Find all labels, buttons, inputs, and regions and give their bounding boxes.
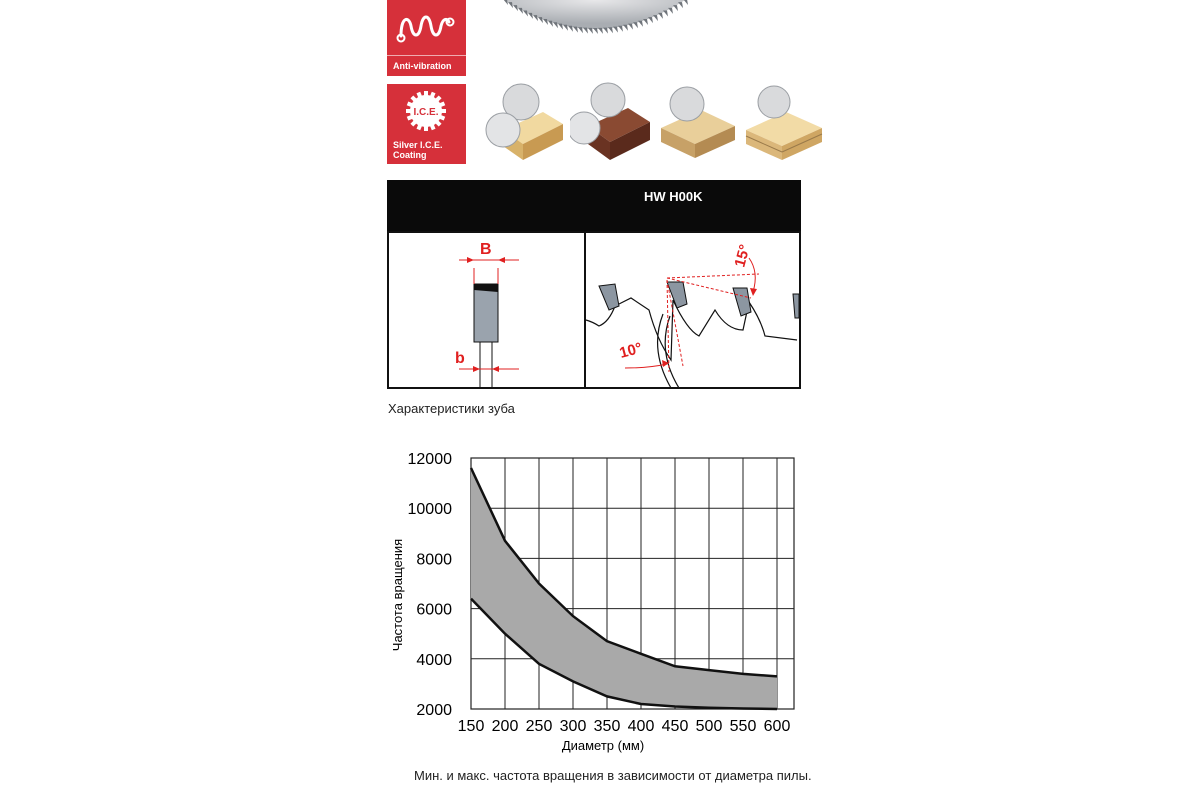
angle-top-label: 15°	[731, 242, 754, 270]
x-tick-label: 550	[729, 718, 757, 735]
x-tick-label: 200	[491, 718, 519, 735]
anti-vibration-icon	[395, 10, 455, 44]
ice-coating-badge	[387, 84, 466, 164]
ice-coating-icon	[404, 89, 448, 133]
material-laminate-image	[742, 80, 824, 164]
material-hardwood-image	[570, 80, 652, 164]
chart-caption: Мин. и макс. частота вращения в зависимости от диаметра пилы.	[414, 768, 812, 783]
tooth-caption: Характеристики зуба	[388, 401, 515, 416]
y-tick-label: 10000	[407, 501, 452, 519]
x-tick-label: 150	[457, 718, 485, 735]
tooth-width-label: B	[480, 241, 492, 258]
ice-coating-label: Silver I.C.E. Coating	[393, 140, 443, 160]
y-tick-label: 8000	[416, 551, 452, 569]
tooth-type-label: HW H00K	[644, 189, 703, 204]
body-thickness-label: b	[455, 350, 465, 367]
x-axis-label: Диаметр (мм)	[561, 738, 645, 753]
x-tick-label: 450	[661, 718, 689, 735]
tooth-geometry-panel	[387, 180, 801, 389]
x-tick-label: 600	[763, 718, 791, 735]
y-tick-label: 6000	[416, 601, 452, 619]
y-tick-label: 12000	[407, 451, 452, 468]
ice-logo-text: I.C.E.	[413, 107, 439, 118]
anti-vibration-badge	[387, 0, 466, 76]
anti-vibration-label: Anti-vibration	[393, 61, 452, 71]
angle-bottom-label: 10°	[617, 339, 644, 362]
x-tick-label: 500	[695, 718, 723, 735]
x-tick-label: 250	[525, 718, 553, 735]
saw-blade-image	[500, 0, 690, 48]
x-tick-label: 300	[559, 718, 587, 735]
material-softwood-image	[483, 80, 565, 164]
y-tick-label: 2000	[416, 702, 452, 719]
x-tick-label: 350	[593, 718, 621, 735]
rpm-diameter-chart	[0, 440, 1200, 760]
y-axis-label: Частота вращения	[390, 538, 405, 652]
x-tick-label: 400	[627, 718, 655, 735]
y-tick-label: 4000	[416, 651, 452, 669]
material-board-image	[655, 80, 737, 164]
